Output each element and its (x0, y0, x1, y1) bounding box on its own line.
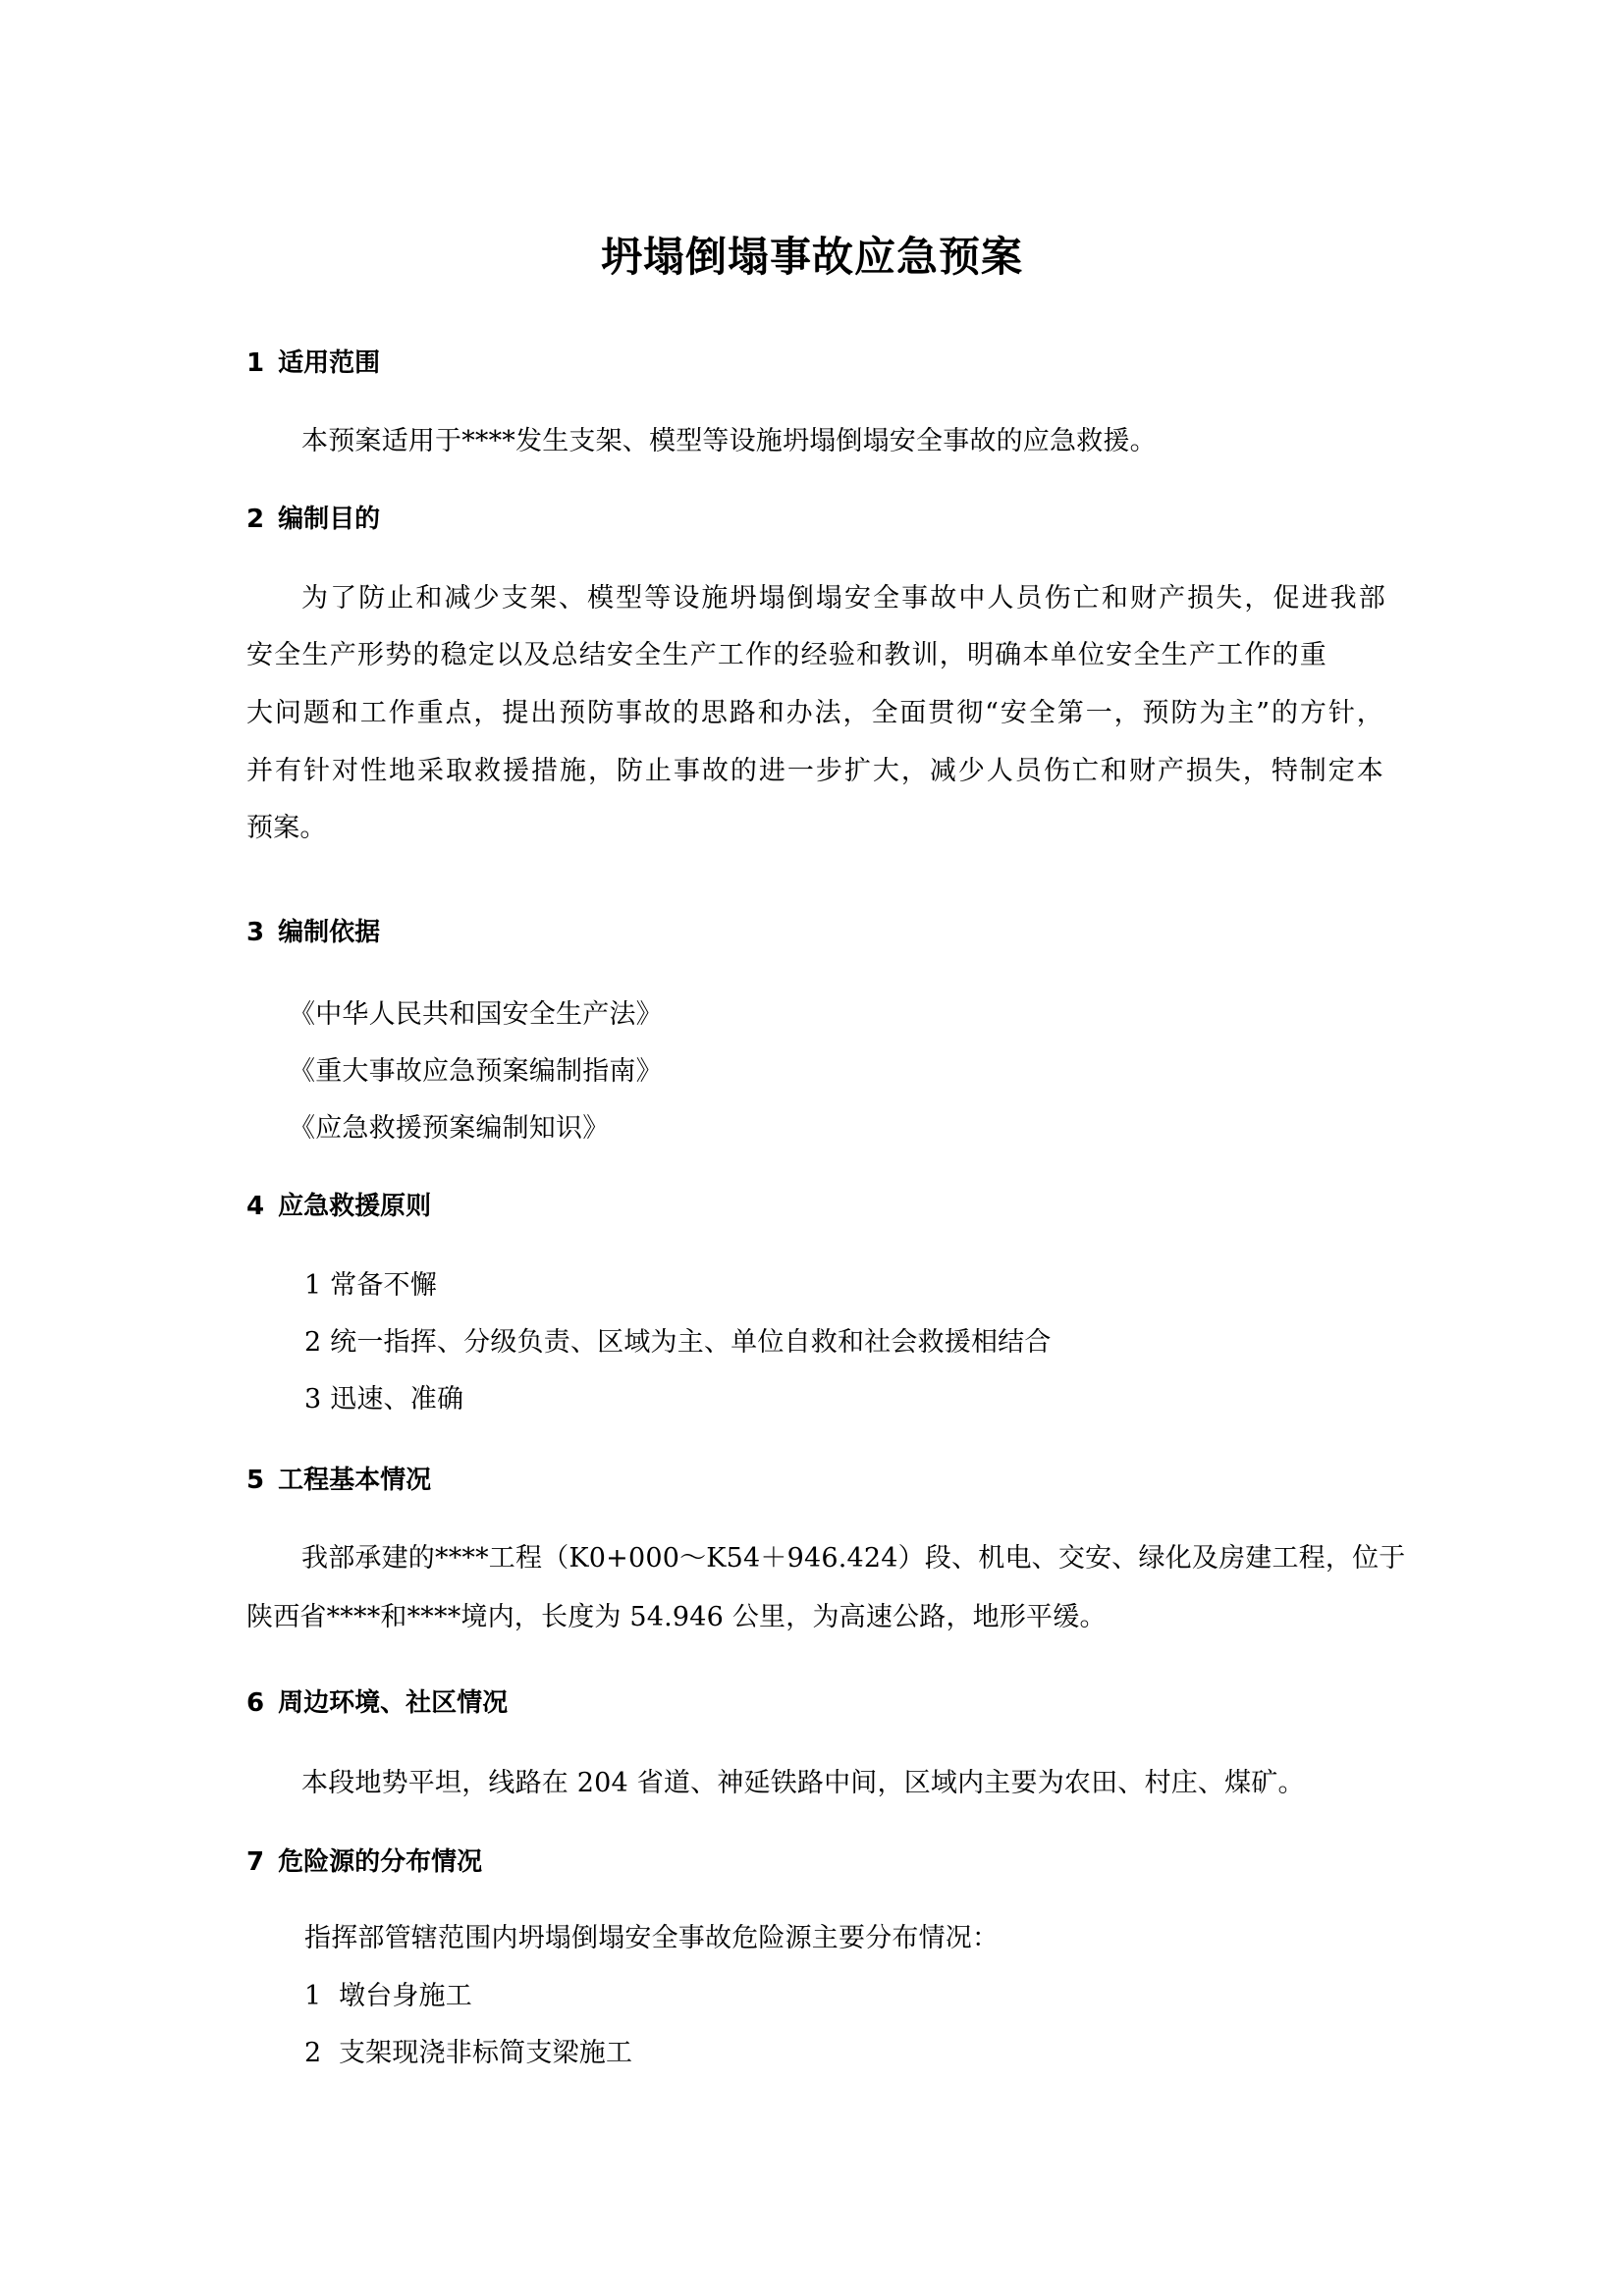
section-number: 4 (246, 1192, 265, 1221)
paragraph-line: 陕西省****和****境内，长度为 54.946 公里，为高速公路，地形平缓。 (246, 1602, 1107, 1632)
document-title: 坍塌倒塌事故应急预案 (600, 233, 1023, 281)
section-heading-2 (246, 502, 380, 537)
section-heading-7 (246, 1844, 482, 1880)
paragraph-line: 本段地势平坦，线路在 204 省道、神延铁路中间，区域内主要为农田、村庄、煤矿。 (301, 1768, 1305, 1798)
reference-item: 《中华人民共和国安全生产法》 (289, 999, 663, 1030)
section-heading-1 (246, 346, 380, 381)
paragraph-line: 指挥部管辖范围内坍塌倒塌安全事故危险源主要分布情况： (304, 1923, 1000, 1953)
section-number: 7 (246, 1847, 265, 1877)
section-heading-4 (246, 1189, 431, 1224)
principle-item: 2 统一指挥、分级负责、区域为主、单位自救和社会救援相结合 (304, 1327, 1052, 1358)
paragraph-line: 并有针对性地采取救援措施，防止事故的进一步扩大，减少人员伤亡和财产损失，特制定本 (246, 756, 1383, 786)
paragraph-line: 本预案适用于****发生支架、模型等设施坍塌倒塌安全事故的应急救援。 (301, 426, 1157, 456)
principle-item: 3 迅速、准确 (304, 1384, 464, 1415)
reference-item: 《重大事故应急预案编制指南》 (289, 1056, 663, 1087)
section-number: 2 (246, 505, 265, 534)
section-number: 5 (246, 1466, 265, 1495)
hazard-item: 2 支架现浇非标简支梁施工 (304, 2038, 633, 2068)
section-number: 1 (246, 348, 265, 378)
paragraph-line: 为了防止和减少支架、模型等设施坍塌倒塌安全事故中人员伤亡和财产损失，促进我部 (301, 583, 1385, 614)
paragraph-line: 安全生产形势的稳定以及总结安全生产工作的经验和教训，明确本单位安全生产工作的重 (246, 640, 1326, 670)
section-title: 适用范围 (278, 348, 381, 378)
section-heading-3 (246, 915, 380, 950)
section-title: 编制目的 (278, 505, 381, 534)
section-title: 工程基本情况 (278, 1466, 432, 1495)
section-heading-5 (246, 1463, 431, 1498)
section-title: 应急救援原则 (278, 1192, 432, 1221)
section-heading-6 (246, 1685, 508, 1721)
section-title: 周边环境、社区情况 (278, 1688, 509, 1718)
paragraph-line: 大问题和工作重点，提出预防事故的思路和办法，全面贯彻“安全第一，预防为主”的方针， (246, 698, 1383, 728)
section-number: 3 (246, 918, 265, 947)
principle-item: 1 常备不懈 (304, 1270, 437, 1301)
paragraph-line: 我部承建的****工程（K0+000～K54＋946.424）段、机电、交安、绿化及房建工程，位于 (301, 1543, 1406, 1574)
paragraph-line: 预案。 (246, 813, 327, 843)
reference-item: 《应急救援预案编制知识》 (289, 1113, 610, 1144)
hazard-item: 1 墩台身施工 (304, 1981, 472, 2011)
section-title: 危险源的分布情况 (278, 1847, 483, 1877)
section-title: 编制依据 (278, 918, 381, 947)
section-number: 6 (246, 1688, 265, 1718)
